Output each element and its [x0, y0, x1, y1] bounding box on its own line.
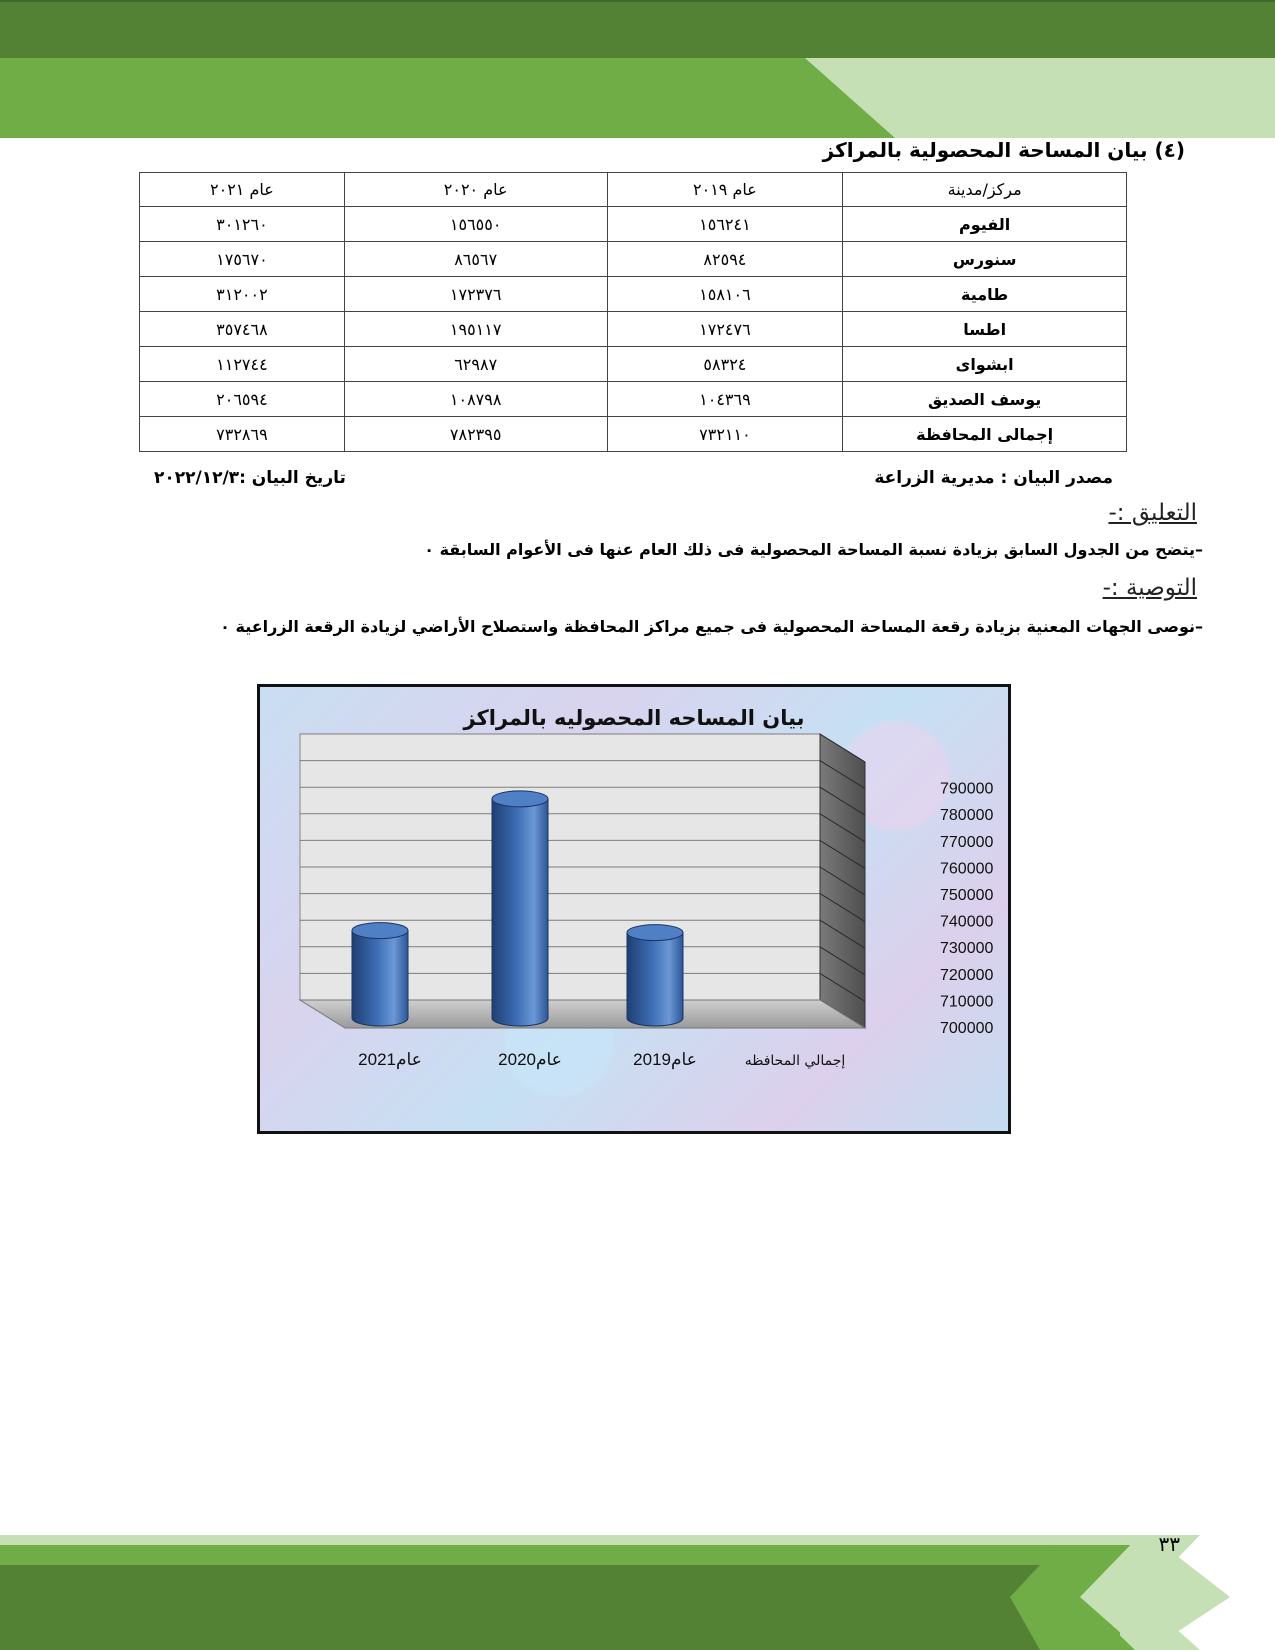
y-tick-label: 700000	[940, 1020, 994, 1037]
cell-2021: ٢٠٦٥٩٤	[140, 382, 345, 417]
bar-body	[627, 933, 683, 1026]
table-row-total	[140, 417, 1127, 452]
data-source: مصدر البيان : مديرية الزراعة	[874, 468, 1113, 488]
x-category-label: عام2021	[358, 1050, 422, 1069]
comment-heading: التعليق :-	[1108, 500, 1197, 526]
header-2020: عام ٢٠٢٠	[344, 173, 607, 207]
series-label: إجمالي المحافظه	[744, 1053, 846, 1069]
cell-2020: ٦٢٩٨٧	[344, 347, 607, 382]
header-center: مركز/مدينة	[843, 173, 1127, 207]
y-tick-label: 740000	[940, 913, 994, 931]
cell-2021: ١٧٥٦٧٠	[140, 242, 345, 277]
y-tick-label: 750000	[940, 887, 994, 904]
table-header-row	[140, 173, 1127, 207]
bar-عام2019	[627, 925, 683, 1026]
bar-chart	[260, 687, 1008, 1131]
row-name: الفيوم	[843, 207, 1127, 242]
header-2019: عام ٢٠١٩	[607, 173, 843, 207]
y-tick-label: 730000	[940, 940, 994, 958]
y-tick-label: 720000	[940, 966, 994, 984]
bar-عام2020	[492, 791, 548, 1026]
cell-2021: ٣١٢٠٠٢	[140, 277, 345, 312]
bar-top	[492, 791, 548, 807]
y-tick-label: 770000	[940, 833, 994, 851]
data-date: تاريخ البيان :٢٠٢٢/١٢/٣	[154, 468, 346, 488]
table-row	[140, 277, 1127, 312]
cell-2020: ٨٦٥٦٧	[344, 242, 607, 277]
table-row	[140, 207, 1127, 242]
cell-2019: ٨٢٥٩٤	[607, 242, 843, 277]
cell-2019: ٧٣٢١١٠	[607, 417, 843, 452]
y-tick-label: 780000	[940, 807, 994, 825]
bar-عام2021	[352, 923, 408, 1026]
bar-top	[627, 925, 683, 941]
x-category-label: عام2020	[498, 1050, 562, 1069]
cell-2021: ٧٣٢٨٦٩	[140, 417, 345, 452]
y-tick-label: 760000	[940, 860, 994, 878]
header-banner	[0, 0, 1275, 140]
row-name: ابشواى	[843, 347, 1127, 382]
row-name: اطسا	[843, 312, 1127, 347]
cell-2020: ١٠٨٧٩٨	[344, 382, 607, 417]
row-name: يوسف الصديق	[843, 382, 1127, 417]
footer-banner	[0, 1535, 1275, 1650]
cell-2020: ١٧٢٣٧٦	[344, 277, 607, 312]
row-name: سنورس	[843, 242, 1127, 277]
cell-2021: ٣٥٧٤٦٨	[140, 312, 345, 347]
recommendation-heading: التوصية :-	[1102, 575, 1197, 601]
recommendation-text: –نوصى الجهات المعنية بزيادة رقعة المساحة المحصولية فى جميع مراكز المحافظة واستصلاح الأراضي لزيادة الرقعة الزراعية ٠	[220, 617, 1203, 636]
comment-text: –يتضح من الجدول السابق بزيادة نسبة المساحة المحصولية فى ذلك العام عنها فى الأعوام السابقة ٠	[424, 540, 1203, 559]
bar-body	[352, 931, 408, 1026]
x-category-label: عام2019	[633, 1050, 697, 1069]
crop-area-table	[139, 172, 1127, 452]
table-row	[140, 347, 1127, 382]
page-number: ٣٣	[1158, 1532, 1180, 1556]
header-2021: عام ٢٠٢١	[140, 173, 345, 207]
chart-title: بيان المساحه المحصوليه بالمراكز	[463, 706, 805, 730]
y-tick-label: 790000	[940, 780, 994, 798]
row-name: طامية	[843, 277, 1127, 312]
cell-2020: ٧٨٢٣٩٥	[344, 417, 607, 452]
y-tick-label: 710000	[940, 993, 994, 1011]
bar-body	[492, 799, 548, 1026]
table-row	[140, 382, 1127, 417]
cell-2020: ١٥٦٥٥٠	[344, 207, 607, 242]
table-row	[140, 242, 1127, 277]
cell-2019: ٥٨٣٢٤	[607, 347, 843, 382]
section-title: (٤) بيان المساحة المحصولية بالمراكز	[822, 138, 1185, 162]
cell-2020: ١٩٥١١٧	[344, 312, 607, 347]
cell-2019: ١٥٦٢٤١	[607, 207, 843, 242]
bar-top	[352, 923, 408, 939]
cell-2021: ٣٠١٢٦٠	[140, 207, 345, 242]
cell-2021: ١١٢٧٤٤	[140, 347, 345, 382]
cell-2019: ١٧٢٤٧٦	[607, 312, 843, 347]
cell-2019: ١٥٨١٠٦	[607, 277, 843, 312]
cell-2019: ١٠٤٣٦٩	[607, 382, 843, 417]
chart-container	[257, 684, 1011, 1134]
table-row	[140, 312, 1127, 347]
row-name: إجمالى المحافظة	[843, 417, 1127, 452]
